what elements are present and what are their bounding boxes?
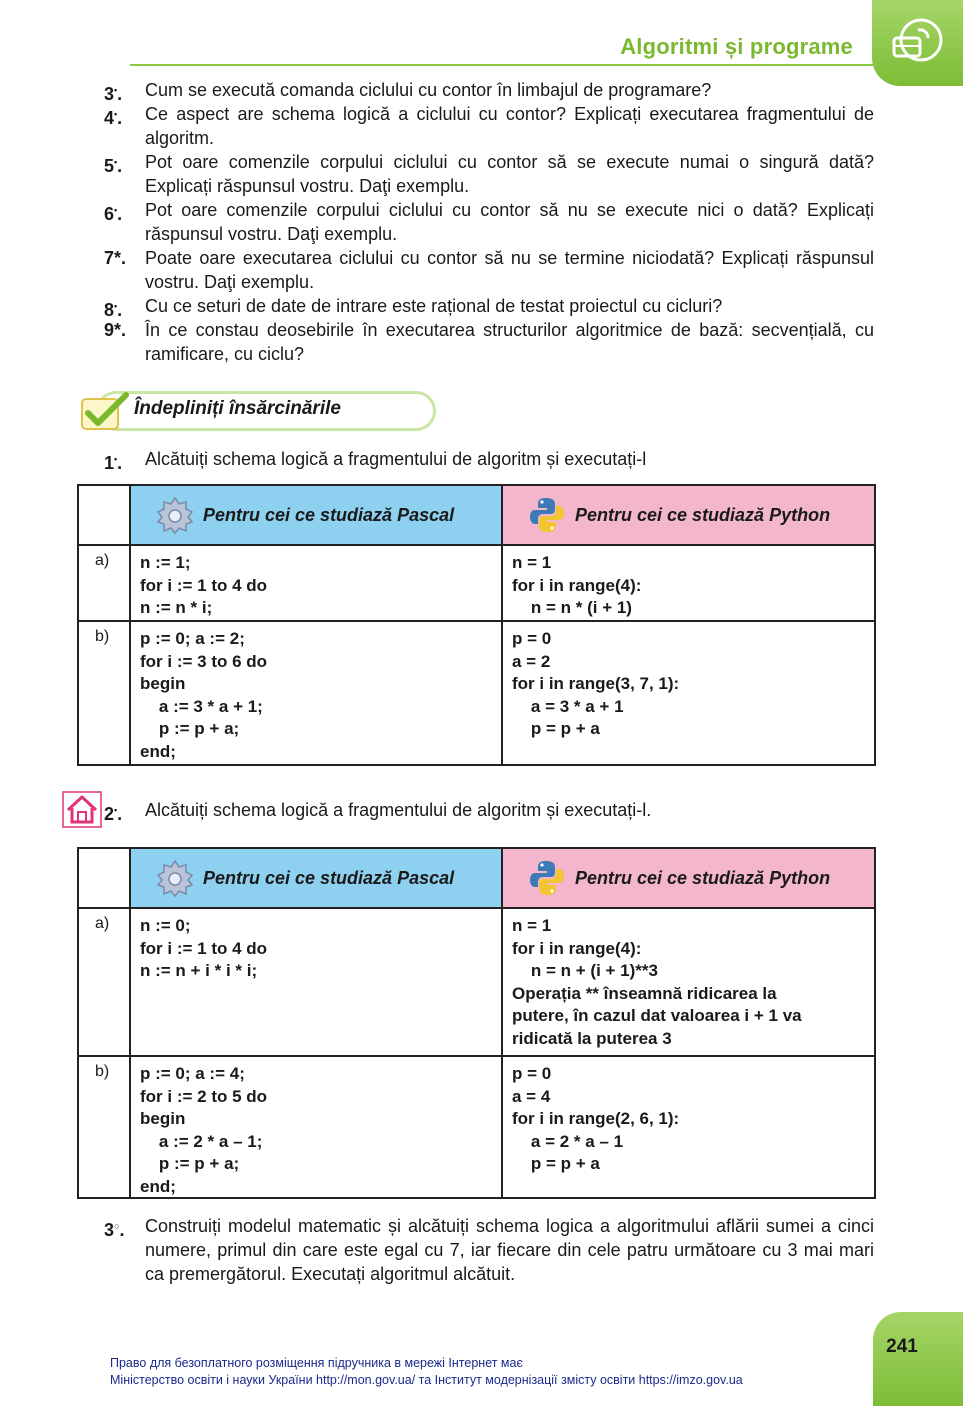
question-4: 4•. Ce aspect are schema logică a ciclului cu contor? Explicați executarea fragmentului de algoritm. <box>104 104 874 148</box>
python-code: p = 0 a = 2 for i in range(3, 7, 1): a = 3 * a + 1 p = p + a <box>512 629 680 739</box>
pascal-gear-icon <box>155 495 195 535</box>
checkmark-icon <box>78 389 134 433</box>
table-row: b) p := 0; a := 4; for i := 2 to 5 do begin a := 2 * a – 1; p := p + a; end; p = 0 a = 4 for i in range(2, 6, 1): a = 2 * a – 1 p = p + a <box>79 1055 874 1197</box>
python-code: n = 1 for i in range(4): n = n + (i + 1)**3 <box>512 916 658 981</box>
page-header-title: Algoritmi și programe <box>620 34 853 59</box>
table-row: b) p := 0; a := 2; for i := 3 to 6 do begin a := 3 * a + 1; p := p + a; end; p = 0 a = 2 for i in range(3, 7, 1): a = 3 * a + 1 p = p + a <box>79 620 874 764</box>
pascal-header: Pentru cei ce studiază Pascal <box>131 849 503 907</box>
task-3: 3○. Construiți modelul matematic și alcătuiți schema logica a algoritmului aflării sumei a cinci numere, primul din care este egal cu 7, iar fiecare din cele patru următoare cu 3 mai mari ca premergătorul. Executați algoritmul alcătuit. <box>104 1216 874 1284</box>
pascal-code: p := 0; a := 4; for i := 2 to 5 do begin a := 2 * a – 1; p := p + a; end; <box>131 1057 503 1197</box>
table-header-row <box>79 849 874 907</box>
chapter-tab <box>872 0 963 86</box>
task-1: 1•. Alcătuiți schema logică a fragmentului de algoritm și executați-l <box>104 449 647 473</box>
pascal-code: n := 0; for i := 1 to 4 do n := n + i * i * i; <box>131 909 503 1055</box>
page-number-tab <box>873 1312 963 1406</box>
task-1-table <box>77 484 876 766</box>
table-row: a) n := 1; for i := 1 to 4 do n := n * i; n = 1 for i in range(4): n = n * (i + 1) <box>79 544 874 620</box>
pascal-code: n := 1; for i := 1 to 4 do n := n * i; <box>131 546 503 620</box>
python-code: p = 0 a = 4 for i in range(2, 6, 1): a = 2 * a – 1 p = p + a <box>512 1064 680 1174</box>
pascal-code: p := 0; a := 2; for i := 3 to 6 do begin a := 3 * a + 1; p := p + a; end; <box>131 622 503 764</box>
question-3: 3•. Cum se execută comanda ciclului cu contor în limbajul de programare? <box>104 80 712 104</box>
pascal-gear-icon <box>155 858 195 898</box>
section-banner <box>78 389 438 433</box>
python-logo-icon <box>527 495 567 535</box>
table-header-row <box>79 486 874 544</box>
python-note: Operația ** înseamnă ridicarea la putere, în cazul dat valoarea i + 1 va ridicată la puterea 3 <box>512 983 802 1048</box>
table-row: a) n := 0; for i := 1 to 4 do n := n + i * i * i; n = 1 for i in range(4): n = n + (i + 1)**3 Operația ** înseamnă ridicarea la putere, în cazul dat valoarea i + 1 va ridicată la puterea 3 <box>79 907 874 1055</box>
header-rule <box>130 64 875 66</box>
section-title: Îndepliniți însărcinările <box>134 398 341 419</box>
task-2-table <box>77 847 876 1199</box>
question-5: 5•. Pot oare comenzile corpului ciclului cu contor să se execute numai o singură dată? Explicați răspunsul vostru. Daţi exemplu. <box>104 152 874 196</box>
footer-line-1: Право для безоплатного розміщення підручника в мережі Інтернет має <box>110 1356 523 1370</box>
python-header: Pentru cei ce studiază Python <box>503 486 874 544</box>
pascal-header: Pentru cei ce studiază Pascal <box>131 486 503 544</box>
python-header: Pentru cei ce studiază Python <box>503 849 874 907</box>
question-8: 8•. Cu ce seturi de date de intrare este rațional de testat proiectul cu cicluri? <box>104 296 723 320</box>
footer-line-2: Міністерство освіти і науки України http://mon.gov.ua/ та Інститут модернізації змісту освіти https://imzo.gov.ua <box>110 1373 743 1387</box>
task-2: 2•. Alcătuiți schema logică a fragmentului de algoritm și executați-l. <box>104 800 652 824</box>
question-7: 7*. Poate oare executarea ciclului cu contor să nu se termine niciodată? Explicați răspunsul vostru. Daţi exemplu. <box>104 248 874 292</box>
python-code: n = 1 for i in range(4): n = n * (i + 1) <box>512 553 642 618</box>
question-6: 6•. Pot oare comenzile corpului ciclului cu contor să nu se execute nici o dată? Explicați răspunsul vostru. Daţi exemplu. <box>104 200 874 244</box>
home-icon <box>60 788 104 830</box>
python-logo-icon <box>527 858 567 898</box>
page-number: 241 <box>886 1336 918 1357</box>
computer-icon <box>888 16 946 68</box>
question-9: 9*. În ce constau deosebirile în executarea structurilor algoritmice de bază: secvențială, cu ramificare, cu ciclu? <box>104 320 874 364</box>
